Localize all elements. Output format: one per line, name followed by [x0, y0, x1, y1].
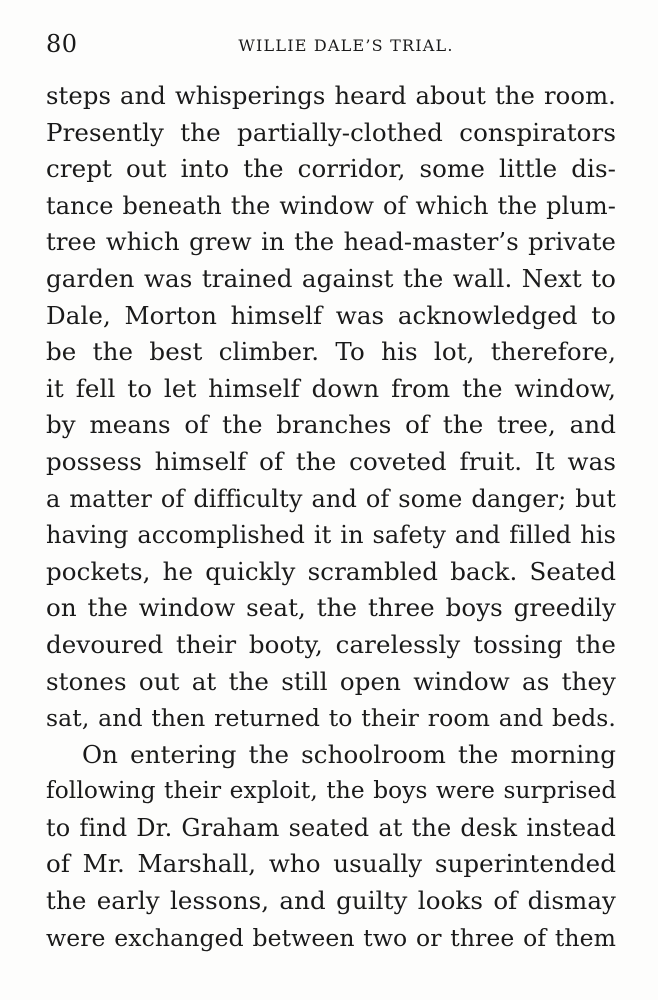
- text-line: possess himself of the coveted fruit. It was: [46, 446, 616, 476]
- page-header: [46, 30, 616, 60]
- text-line: crept out into the corridor, some little dis-: [46, 154, 616, 184]
- text-line: stones out at the still open window as they: [46, 666, 616, 696]
- text-line: of Mr. Marshall, who usually superintended: [46, 849, 616, 879]
- text-line: tance beneath the window of which the plum-: [46, 191, 616, 220]
- body-text: [46, 78, 616, 956]
- text-line: sat, and then returned to their room and beds.: [46, 704, 616, 733]
- text-line: having accomplished it in safety and filled his: [46, 521, 616, 550]
- text-line: to find Dr. Graham seated at the desk instead: [46, 813, 616, 842]
- paragraph-start-line: On entering the schoolroom the morning: [82, 739, 616, 769]
- text-line: Dale, Morton himself was acknowledged to: [46, 300, 616, 330]
- text-line: on the window seat, the three boys greedily: [46, 593, 616, 623]
- text-line: by means of the branches of the tree, and: [46, 410, 616, 440]
- text-line: Presently the partially-clothed conspirators: [46, 117, 616, 147]
- text-line: devoured their booty, carelessly tossing the: [46, 629, 616, 659]
- text-line: it fell to let himself down from the window,: [46, 373, 616, 403]
- text-line: following their exploit, the boys were surprised: [46, 777, 617, 805]
- text-line: steps and whisperings heard about the room.: [46, 81, 616, 110]
- text-line: garden was trained against the wall. Next to: [46, 263, 616, 293]
- text-line: the early lessons, and guilty looks of dismay: [46, 886, 616, 916]
- text-line: pockets, he quickly scrambled back. Seated: [46, 556, 616, 586]
- running-title: WILLIE DALE’S TRIAL.: [238, 36, 454, 55]
- text-line: be the best climber. To his lot, therefore,: [46, 337, 616, 367]
- page-number: 80: [46, 30, 78, 58]
- text-line: tree which grew in the head-master’s private: [46, 227, 616, 257]
- text-line: a matter of difficulty and of some danger; but: [46, 484, 616, 513]
- text-line: were exchanged between two or three of them: [46, 923, 616, 952]
